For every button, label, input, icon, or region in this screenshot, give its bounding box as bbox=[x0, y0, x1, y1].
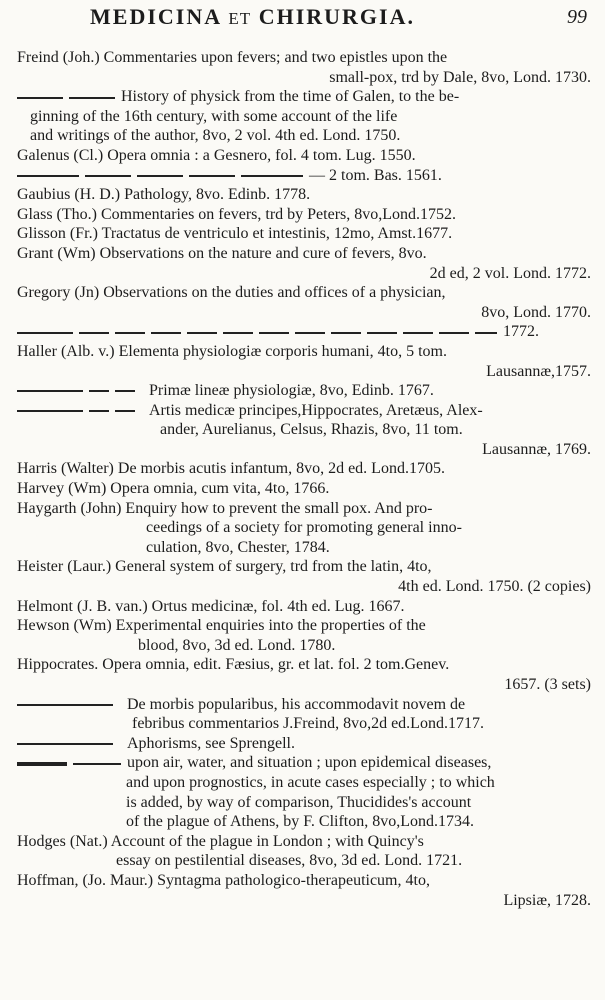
entry-line: blood, 8vo, 3d ed. Lond. 1780. bbox=[138, 636, 336, 654]
entry-line: is added, by way of comparison, Thucidides's account bbox=[126, 793, 472, 811]
entry-haller-primae bbox=[0, 381, 605, 401]
page-number: 99 bbox=[567, 6, 587, 28]
entry-gaubius bbox=[0, 185, 605, 205]
entry-gregory bbox=[0, 283, 605, 322]
entry-harris bbox=[0, 459, 605, 479]
ditto-rule bbox=[331, 332, 361, 334]
entry-line: ander, Aurelianus, Celsus, Rhazis, 8vo, 11 tom. bbox=[160, 421, 463, 439]
entry-line bbox=[0, 322, 605, 342]
entry-line: Glass (Tho.) Commentaries on fevers, trd by Peters, 8vo,Lond.1752. bbox=[17, 205, 457, 223]
title-chirurgia: CHIRURGIA. bbox=[258, 4, 415, 29]
ditto-rule bbox=[17, 97, 63, 99]
entry-hippocrates bbox=[0, 655, 605, 694]
entry-haygarth bbox=[0, 499, 605, 558]
entry-line: Galenus (Cl.) Opera omnia : a Gesnero, fol. 4 tom. Lug. 1550. bbox=[17, 146, 416, 164]
entry-line: febribus commentarios J.Freind, 8vo,2d ed.Lond.1717. bbox=[132, 715, 484, 733]
title-medicina: MEDICINA bbox=[90, 4, 221, 29]
ditto-rule bbox=[17, 332, 73, 334]
entry-line: 4th ed. Lond. 1750. (2 copies) bbox=[398, 578, 591, 596]
entry-line: Lausannæ, 1769. bbox=[482, 440, 591, 458]
entry-line: 8vo, Lond. 1770. bbox=[481, 303, 591, 321]
running-header bbox=[90, 4, 595, 34]
entry-freind-history bbox=[0, 87, 605, 146]
ditto-rule bbox=[241, 175, 303, 177]
entry-line: 2d ed, 2 vol. Lond. 1772. bbox=[429, 264, 591, 282]
ditto-rule bbox=[89, 410, 109, 412]
entry-line: 1657. (3 sets) bbox=[504, 676, 591, 693]
ditto-rule bbox=[259, 332, 289, 334]
ditto-rule bbox=[85, 175, 131, 177]
ditto-rule bbox=[17, 410, 83, 412]
entry-line bbox=[0, 695, 605, 715]
ditto-rule bbox=[367, 332, 397, 334]
entry-text: upon air, water, and situation ; upon epidemical diseases, bbox=[127, 754, 492, 772]
ditto-rule bbox=[17, 390, 83, 392]
ditto-rule bbox=[73, 763, 121, 765]
entry-line bbox=[0, 381, 605, 401]
entry-hewson bbox=[0, 616, 605, 655]
entry-line: Gregory (Jn) Observations on the duties and offices of a physician, bbox=[17, 284, 446, 302]
entry-line: Hoffman, (Jo. Maur.) Syntagma pathologico-therapeuticum, 4to, bbox=[17, 871, 430, 889]
ditto-rule bbox=[17, 743, 113, 745]
ditto-rule bbox=[79, 332, 109, 334]
entry-text: Aphorisms, see Sprengell. bbox=[127, 734, 295, 752]
entry-text: Primæ lineæ physiologiæ, 8vo, Edinb. 1767. bbox=[149, 382, 434, 400]
entry-galenus bbox=[0, 146, 605, 166]
entry-line: Lipsiæ, 1728. bbox=[503, 891, 591, 909]
ditto-rule bbox=[69, 97, 115, 99]
entry-line: culation, 8vo, Chester, 1784. bbox=[146, 538, 330, 556]
entry-line bbox=[0, 753, 605, 773]
ditto-rule bbox=[89, 390, 109, 392]
entry-text: — 2 tom. Bas. 1561. bbox=[309, 166, 442, 184]
entry-hippocrates-morbis bbox=[0, 695, 605, 734]
ditto-rule bbox=[187, 332, 217, 334]
entry-line: Gaubius (H. D.) Pathology, 8vo. Edinb. 1778. bbox=[17, 186, 311, 204]
entry-line: Hodges (Nat.) Account of the plague in London ; with Quincy's bbox=[17, 832, 424, 850]
ditto-rule bbox=[223, 332, 253, 334]
entry-line: Freind (Joh.) Commentaries upon fevers; and two epistles upon the bbox=[17, 49, 448, 66]
entry-glisson bbox=[0, 224, 605, 244]
entry-freind bbox=[0, 48, 605, 87]
entry-text: History of physick from the time of Galen, to the be- bbox=[121, 88, 460, 106]
entry-galenus-bas bbox=[0, 166, 605, 186]
entry-line: Haygarth (John) Enquiry how to prevent the small pox. And pro- bbox=[17, 499, 433, 517]
entry-line bbox=[0, 87, 605, 107]
title-et: ET bbox=[228, 9, 252, 28]
ditto-rule bbox=[17, 762, 67, 766]
entry-line: Grant (Wm) Observations on the nature and cure of fevers, 8vo. bbox=[17, 244, 427, 262]
entry-line: ginning of the 16th century, with some account of the life bbox=[30, 107, 398, 125]
ditto-rule bbox=[17, 704, 113, 706]
entry-line: and upon prognostics, in acute cases especially ; to which bbox=[126, 773, 495, 791]
ditto-rule bbox=[151, 332, 181, 334]
ditto-rule bbox=[403, 332, 433, 334]
entry-text: 1772. bbox=[503, 323, 539, 341]
entry-line: and writings of the author, 8vo, 2 vol. 4th ed. Lond. 1750. bbox=[30, 127, 401, 145]
entry-line: ceedings of a society for promoting general inno- bbox=[146, 519, 462, 537]
entry-line: Harris (Walter) De morbis acutis infantum, 8vo, 2d ed. Lond.1705. bbox=[17, 460, 445, 478]
entry-text: Artis medicæ principes,Hippocrates, Aretæus, Alex- bbox=[149, 401, 483, 419]
entry-line: of the plague of Athens, by F. Clifton, 8vo,Lond.1734. bbox=[126, 813, 475, 831]
entry-line: Glisson (Fr.) Tractatus de ventriculo et intestinis, 12mo, Amst.1677. bbox=[17, 225, 453, 243]
ditto-rule bbox=[17, 175, 79, 177]
entry-gregory-1772 bbox=[0, 322, 605, 342]
entry-line: Hewson (Wm) Experimental enquiries into the properties of the bbox=[17, 617, 426, 635]
entry-line bbox=[0, 401, 605, 421]
running-title bbox=[90, 4, 415, 30]
entry-text: De morbis popularibus, his accommodavit novem de bbox=[127, 695, 466, 713]
entry-line: Harvey (Wm) Opera omnia, cum vita, 4to, 1766. bbox=[17, 480, 330, 498]
ditto-rule bbox=[115, 410, 135, 412]
bibliography-list bbox=[0, 48, 605, 910]
ditto-rule bbox=[189, 175, 235, 177]
entry-line: essay on pestilential diseases, 8vo, 3d ed. Lond. 1721. bbox=[116, 852, 463, 870]
entry-harvey bbox=[0, 479, 605, 499]
ditto-rule bbox=[475, 332, 497, 334]
entry-heister bbox=[0, 557, 605, 596]
ditto-rule bbox=[115, 332, 145, 334]
entry-haller-artis bbox=[0, 401, 605, 460]
entry-haller bbox=[0, 342, 605, 381]
ditto-rule bbox=[439, 332, 469, 334]
entry-grant bbox=[0, 244, 605, 283]
entry-hoffman bbox=[0, 871, 605, 910]
entry-helmont bbox=[0, 597, 605, 617]
entry-line bbox=[0, 166, 605, 186]
entry-line: Heister (Laur.) General system of surgery, trd from the latin, 4to, bbox=[17, 558, 432, 576]
entry-line bbox=[0, 734, 605, 754]
entry-hippocrates-aphorisms bbox=[0, 734, 605, 754]
entry-line: Hippocrates. Opera omnia, edit. Fæsius, gr. et lat. fol. 2 tom.Genev. bbox=[17, 656, 450, 674]
entry-line: small-pox, trd by Dale, 8vo, Lond. 1730. bbox=[329, 68, 591, 86]
entry-line: Haller (Alb. v.) Elementa physiologiæ corporis humani, 4to, 5 tom. bbox=[17, 342, 447, 360]
entry-hodges bbox=[0, 832, 605, 871]
entry-line: Lausannæ,1757. bbox=[486, 362, 591, 380]
entry-glass bbox=[0, 205, 605, 225]
ditto-rule bbox=[137, 175, 183, 177]
entry-line: Helmont (J. B. van.) Ortus medicinæ, fol. 4th ed. Lug. 1667. bbox=[17, 597, 405, 615]
entry-hippocrates-air bbox=[0, 753, 605, 831]
ditto-rule bbox=[115, 390, 135, 392]
ditto-rule bbox=[295, 332, 325, 334]
